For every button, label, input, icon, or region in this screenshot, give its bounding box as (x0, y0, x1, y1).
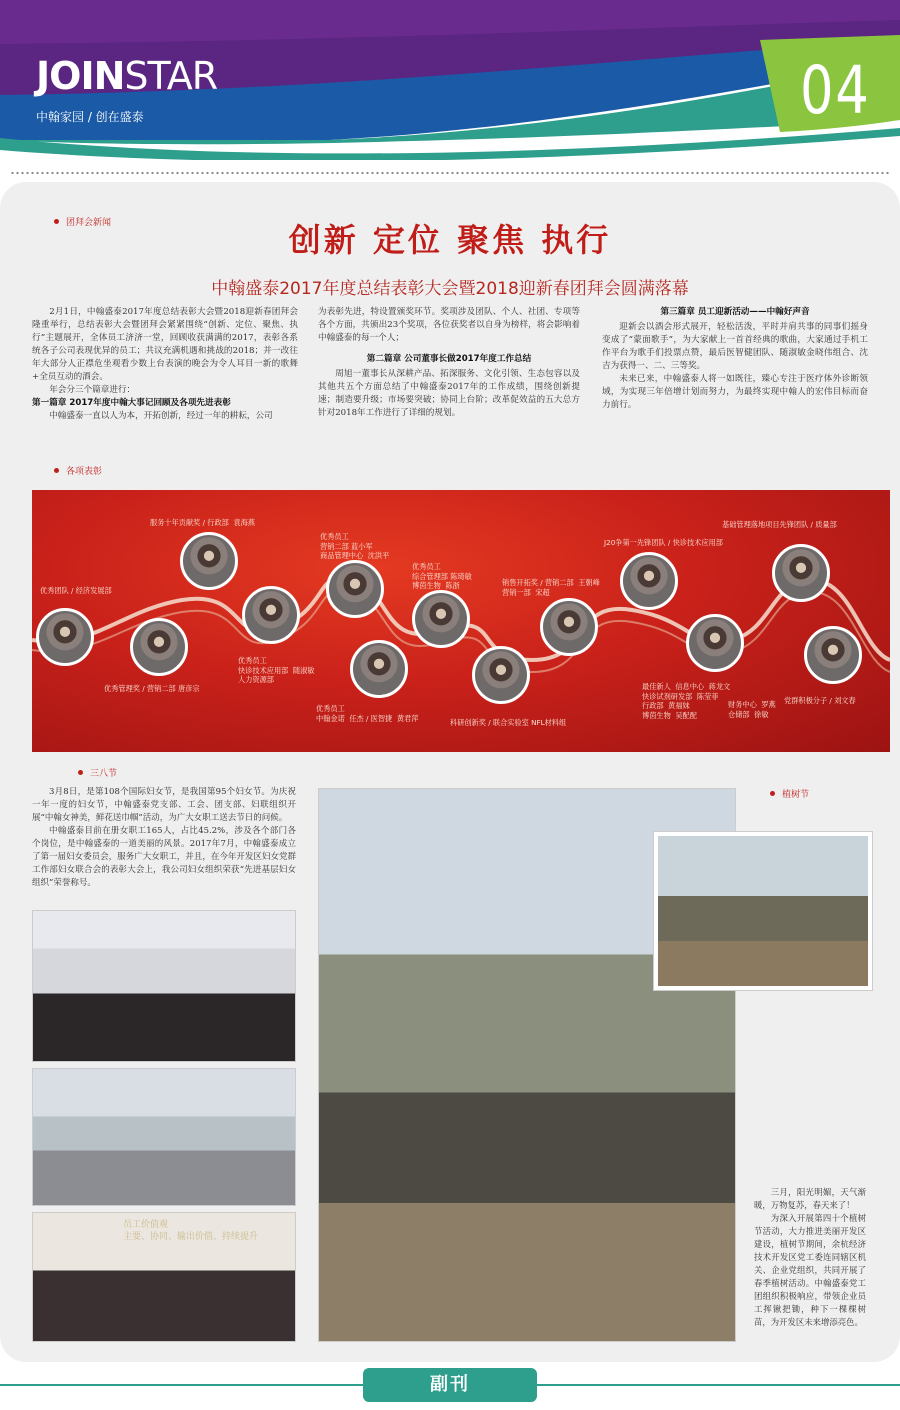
award-label: J20争第一先锋团队 / 快诊技术应用部 (604, 538, 723, 547)
award-photo (620, 552, 678, 610)
award-photo (350, 640, 408, 698)
award-label: 优秀员工 营销二部 蓝小军 商品管理中心 沈洪平 (320, 532, 390, 560)
paragraph: 三月，阳光明媚，天气渐暖，万物复苏，春天来了！ (754, 1187, 866, 1210)
section-tag-label: 三八节 (90, 769, 118, 779)
bullet-icon (54, 468, 59, 473)
bullet-icon (770, 791, 775, 796)
chapter-heading: 第一篇章 2017年度中翰大事记回顾及各项先进表彰 (32, 398, 231, 408)
paragraph: 迎新会以酒会形式展开，轻松活泼，平时并肩共事的同事们摇身变成了“蒙面歌手”，为大家献上一首首经典的歌曲，大家通过手机工作平台为歌手们投票点赞，最后医智健团队、随淑敏金晓伟组合、沈吉为获得一、二、三等奖。 (602, 322, 868, 371)
award-label: 优秀员工 中翰金诺 任杰 / 医智捷 黄君萍 (316, 704, 419, 723)
womens-day-photo-1 (32, 910, 296, 1062)
womens-day-photo-2 (32, 1068, 296, 1206)
award-label: 党群积极分子 / 刘文春 (784, 696, 856, 705)
masthead (0, 0, 900, 160)
award-label: 科研创新奖 / 联合实验室 NFL材料组 (450, 718, 567, 727)
section-badge: 副刊 (363, 1368, 537, 1402)
award-photo (412, 590, 470, 648)
award-photo (130, 618, 188, 676)
article-column-2 (318, 306, 580, 420)
paragraph: 周旭一董事长从深耕产品、拓深服务、文化引领、生态包容以及其他共五个方面总结了中翰盛泰2017年的工作成绩，围绕创新提速；制造要升级；市场要突破；协同上台阶；改革促效益的五大总方针对2018年工作进行了详细的规划。 (318, 369, 580, 418)
subheadline: 中翰盛泰2017年度总结表彰大会暨2018迎新春团拜会圆满落幕 (211, 279, 689, 299)
section-tag-awards (54, 464, 102, 477)
values-banner-text: 员工价值观 主要、协同、输出价值、持续提升 (123, 1220, 259, 1242)
award-photo (472, 646, 530, 704)
award-label: 优秀团队 / 经济发展部 (40, 586, 112, 595)
award-photo (804, 626, 862, 684)
tagline: 中翰家园 / 创在盛泰 (36, 110, 144, 124)
award-label: 财务中心 罗燕 仓储部 徐敏 (728, 700, 776, 719)
brand-light: STAR (124, 54, 218, 98)
section-tag-label: 植树节 (782, 790, 810, 800)
award-label: 最佳新人 信息中心 蒋龙文 快诊试剂研发部 陈莹菲 行政部 黄福妹 博茵生物 吴配配 (642, 682, 731, 720)
award-photo (686, 614, 744, 672)
award-photo (180, 532, 238, 590)
paragraph: 未来已来，中翰盛泰人将一如既往，臻心专注于医疗体外诊断领域，为实现三年倍增计划而努力，为最终实现中翰人的宏伟目标而奋力前行。 (602, 374, 868, 410)
section-tag-label: 团拜会新闻 (66, 218, 112, 228)
paragraph: 3月8日，是第108个国际妇女节，是我国第95个妇女节。为庆祝一年一度的妇女节，中翰盛泰党支部、工会、团支部、妇联组织开展“中翰女神美，鲜花送巾帼”活动，为广大女职工送去节日的问候。 (32, 787, 296, 823)
paragraph: 中翰盛泰一直以人为本，开拓创新，经过一年的耕耘，公司 (49, 411, 273, 421)
awards-banner (32, 490, 890, 752)
brand-bold: JOIN (36, 54, 125, 98)
chapter-heading: 第三篇章 员工迎新活动——中翰好声音 (660, 307, 810, 317)
section-tag-label: 各项表彰 (66, 467, 103, 477)
paragraph: 年会分三个篇章进行： (49, 385, 136, 395)
award-label: 服务十年贡献奖 / 行政部 袁海燕 (150, 518, 255, 527)
arbor-day-group-photo (654, 832, 872, 990)
paragraph: 为深入开展第四十个植树节活动，大力推进美丽开发区建设，植树节期间，余杭经济技术开发区党工委连同辖区机关、企业党组织，共同开展了春季植树活动。中翰盛泰党工团组织积极响应，带领企业员工挥锹把锄，种下一棵棵树苗，为开发区未来增添亮色。 (754, 1213, 866, 1327)
award-photo (772, 544, 830, 602)
dotted-divider (10, 171, 890, 175)
womens-day-photo-3 (32, 1212, 296, 1342)
section-tag-womens-day (78, 766, 117, 779)
womens-day-text (32, 786, 296, 890)
article-column-1 (32, 306, 298, 423)
award-label: 优秀员工 综合管理部 陈琦敏 博茵生物 陈浙 (412, 562, 472, 590)
bullet-icon (78, 770, 83, 775)
award-photo (326, 560, 384, 618)
arbor-day-text (754, 1186, 866, 1329)
brand-logo (36, 54, 217, 98)
award-label: 优秀管理奖 / 营销二部 唐彦宗 (104, 684, 200, 693)
award-label: 基础管理落地项目先锋团队 / 质量部 (722, 520, 837, 529)
paragraph: 为表彰先进，特设置颁奖环节。奖项涉及团队、个人、社团、专项等各个方面，共颁出23个奖项，各位获奖者以自身为榜样，将会影响着中翰盛泰的每一个人； (318, 307, 580, 343)
headline: 创新 定位 聚焦 执行 (288, 221, 612, 259)
award-label: 优秀员工 快诊技术应用部 随淑敏 人力资源部 (238, 656, 315, 684)
award-photo (242, 586, 300, 644)
chapter-heading: 第二篇章 公司董事长做2017年度工作总结 (366, 354, 532, 364)
award-label: 销售开拓奖 / 营销二部 王朝峰 营销一部 宋超 (502, 578, 600, 597)
section-tag-arbor-day (770, 787, 809, 800)
paragraph: 中翰盛泰目前在册女职工165人，占比45.2%，涉及各个部门各个岗位，是中翰盛泰的一道美丽的风景。2017年7月，中翰盛泰成立了第一届妇女委员会，服务广大女职工，并且，在今年开发区妇女党群工作部妇女联合会的表彰大会上，我公司妇女组织荣获“先进基层妇女组织”荣誉称号。 (32, 826, 296, 888)
article-column-3 (602, 306, 868, 412)
page-number: 04 (800, 52, 871, 129)
award-photo (36, 608, 94, 666)
award-photo (540, 598, 598, 656)
paragraph: 2月1日，中翰盛泰2017年度总结表彰大会暨2018迎新春团拜会隆重举行，总结表彰大会暨团拜会紧紧围绕“创新、定位、聚焦、执行”主题展开，全体员工济济一堂，回顾收获满满的2017，表彰各系统各子公司表现优异的员工；共议充满机遇和挑战的2018；并一改往年大部分人正襟危坐观看少数上台表演的晚会为令人耳目一新的歌舞+全员互动的酒会。 (32, 307, 298, 382)
